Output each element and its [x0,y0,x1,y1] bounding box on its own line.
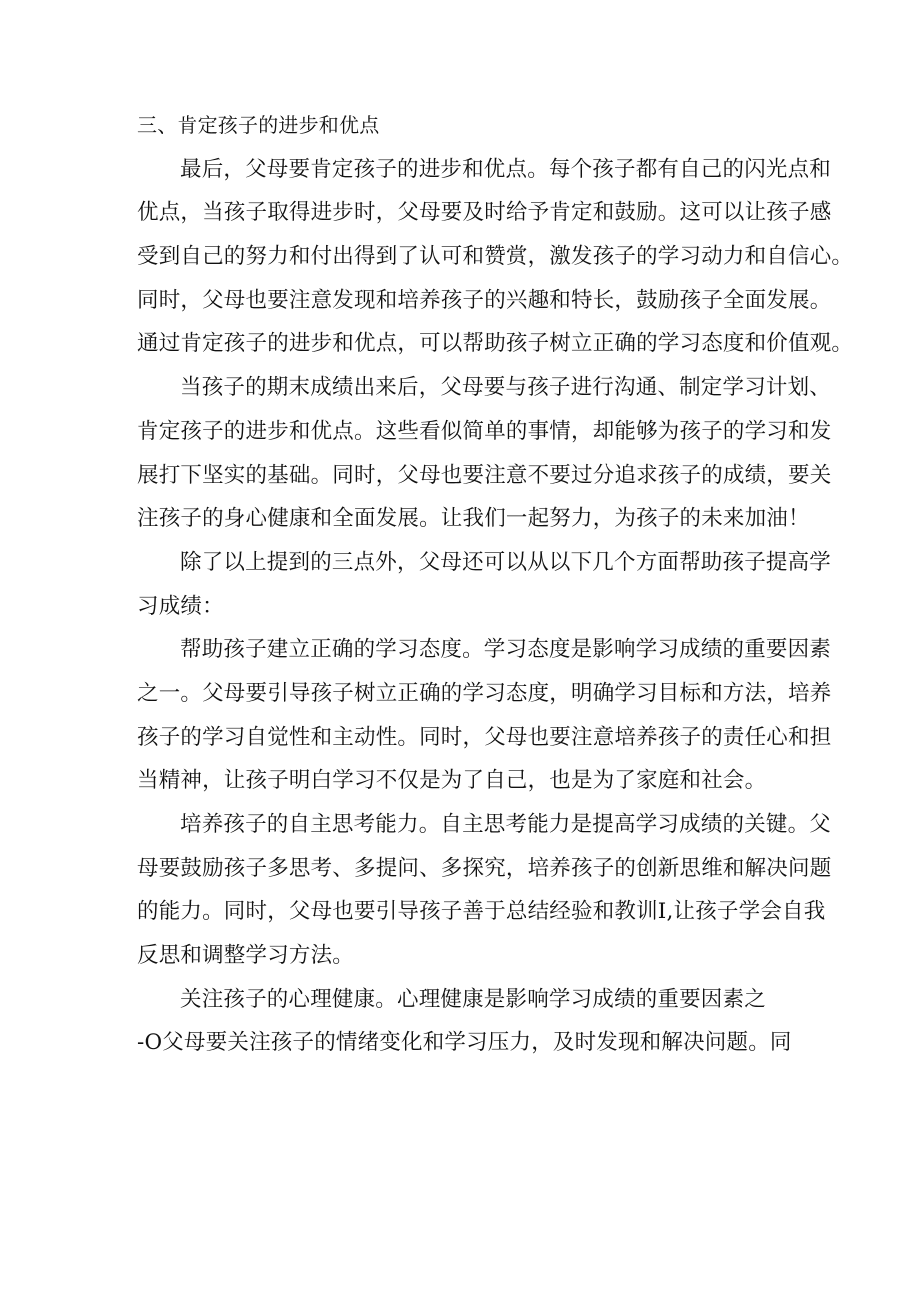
paragraph-line: 优点，当孩子取得进步时，父母要及时给予肯定和鼓励。这可以让孩子感 [137,200,832,226]
paragraph-line: 孩子的学习自觉性和主动性。同时，父母也要注意培养孩子的责任心和担 [137,724,832,750]
paragraph-6 [137,978,792,1065]
paragraph-line: 当精神，让孩子明白学习不仅是为了自己，也是为了家庭和社会。 [137,768,767,794]
paragraph-line: 通过肯定孩子的进步和优点，可以帮助孩子树立正确的学习态度和价值观。 [137,331,854,357]
paragraph-line: 受到自己的努力和付出得到了认可和赞赏，激发孩子的学习动力和自信心。 [137,244,854,270]
paragraph-line: -O父母要关注孩子的情绪变化和学习压力，及时发现和解决问题。同 [137,1030,792,1056]
paragraph-line: 同时，父母也要注意发现和培养孩子的兴趣和特长，鼓励孩子全面发展。 [137,287,832,313]
paragraph-2 [137,366,832,541]
paragraph-5 [137,803,832,978]
paragraph-line: 母要鼓励孩子多思考、多提问、多探究，培养孩子的创新思维和解决问题 [137,855,832,881]
paragraph-line: 反思和调整学习方法。 [137,943,355,969]
paragraph-line: 当孩子的期末成绩出来后，父母要与孩子进行沟通、制定学习计划、 [180,375,832,401]
paragraph-line: 展打下坚实的基础。同时，父母也要注意不要过分追求孩子的成绩，要关 [137,462,832,488]
paragraph-line: 关注孩子的心理健康。心理健康是影响学习成绩的重要因素之 [180,986,766,1012]
paragraph-line: 培养孩子的自主思考能力。自主思考能力是提高学习成绩的关键。父 [180,812,832,837]
section-heading: 三、肯定孩子的进步和优点 [137,113,380,137]
paragraph-line: 注孩子的身心健康和全面发展。让我们一起努力，为孩子的未来加油！ [137,506,810,532]
paragraph-1 [137,148,854,366]
paragraph-line: 习成绩： [137,593,224,619]
paragraph-line: 的能力。同时，父母也要引导孩子善于总结经验和教训I,让孩子学会自我 [137,899,826,925]
paragraph-line: 之一。父母要引导孩子树立正确的学习态度，明确学习目标和方法，培养 [137,680,832,706]
paragraph-line: 帮助孩子建立正确的学习态度。学习态度是影响学习成绩的重要因素 [180,637,832,663]
paragraph-4 [137,628,832,803]
document-body [137,104,854,1065]
paragraph-line: 最后，父母要肯定孩子的进步和优点。每个孩子都有自己的闪光点和 [180,156,832,182]
paragraph-line: 肯定孩子的进步和优点。这些看似简单的事情，却能够为孩子的学习和发 [137,418,832,444]
paragraph-3 [137,541,832,628]
paragraph-line: 除了以上提到的三点外，父母还可以从以下几个方面帮助孩子提高学 [180,549,832,575]
